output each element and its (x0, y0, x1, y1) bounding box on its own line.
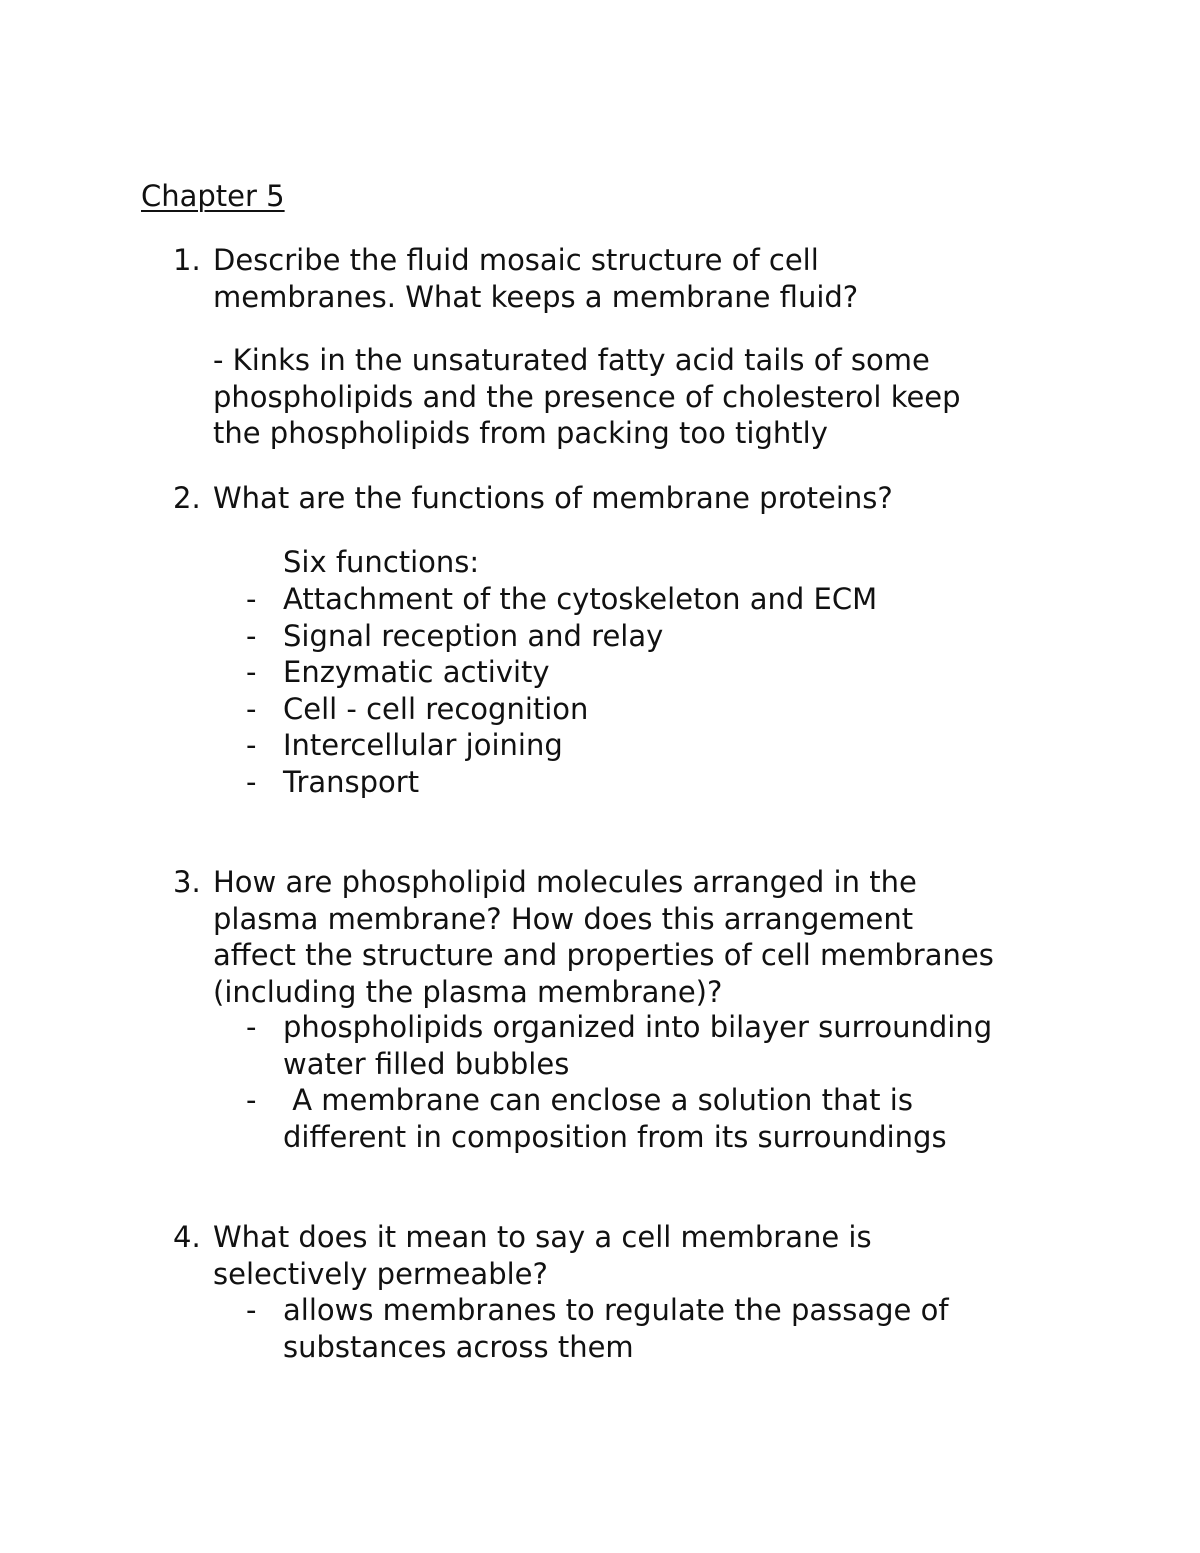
list-item-text (283, 1009, 992, 1082)
dash-marker: - (246, 1293, 257, 1327)
page-title: Chapter 5 (141, 179, 285, 213)
question-line: membranes. What keeps a membrane fluid? (213, 279, 859, 314)
list-item (0, 618, 1200, 655)
list-item-line: substances across them (283, 1329, 634, 1364)
answer-line: phospholipids and the presence of cholesterol keep (213, 379, 961, 414)
answer-1 (213, 342, 961, 452)
functions-intro: Six functions: (283, 545, 480, 579)
list-item-line: different in composition from its surroundings (283, 1119, 947, 1154)
list-item (0, 1292, 1200, 1365)
question-line: What does it mean to say a cell membrane is (213, 1220, 872, 1254)
list-item (0, 581, 1200, 618)
list-item-text: Transport (283, 764, 420, 799)
question-line: How are phospholipid molecules arranged in the (213, 865, 917, 899)
list-item (0, 654, 1200, 691)
question-line: plasma membrane? How does this arrangement (213, 901, 914, 936)
question-line: selectively permeable? (213, 1256, 548, 1291)
question-number: 3. (173, 865, 201, 899)
list-item (0, 1009, 1200, 1082)
list-item-line: A membrane can enclose a solution that is (283, 1083, 913, 1117)
question-text (213, 242, 1083, 315)
answer-3-list (0, 1009, 1200, 1155)
dash-marker: - (246, 618, 257, 653)
dash-marker: - (246, 691, 257, 726)
dash-marker: - (246, 655, 257, 689)
question-line: affect the structure and properties of cell membranes (213, 938, 994, 972)
question-text (213, 1219, 1083, 1292)
question-text (213, 480, 1083, 517)
list-item-text (283, 1082, 947, 1155)
list-item (0, 727, 1200, 764)
question-text (213, 864, 1083, 1010)
list-item-text: Intercellular joining (283, 728, 563, 762)
list-item-line: phospholipids organized into bilayer surrounding (283, 1010, 993, 1044)
list-item-text: Cell - cell recognition (283, 691, 589, 726)
list-item-text: Attachment of the cytoskeleton and ECM (283, 582, 878, 616)
list-item (0, 691, 1200, 728)
list-item-text (283, 1292, 949, 1365)
list-item-line: water filled bubbles (283, 1046, 570, 1081)
dash-marker: - (246, 582, 257, 616)
question-number: 4. (173, 1220, 201, 1254)
list-item-text: Signal reception and relay (283, 618, 664, 653)
question-line: What are the functions of membrane proteins? (213, 481, 893, 515)
answer-4-list (0, 1292, 1200, 1365)
question-number: 2. (173, 481, 201, 515)
dash-marker: - (246, 1010, 257, 1044)
question-number: 1. (173, 243, 201, 277)
dash-marker: - (246, 728, 257, 762)
functions-list (0, 581, 1200, 800)
answer-line: the phospholipids from packing too tightly (213, 416, 828, 450)
dash-marker: - (246, 764, 257, 799)
list-item-line: allows membranes to regulate the passage of (283, 1293, 949, 1327)
list-item (0, 764, 1200, 801)
dash-marker: - (246, 1083, 257, 1117)
question-line: Describe the fluid mosaic structure of cell (213, 243, 819, 277)
answer-line: - Kinks in the unsaturated fatty acid tails of some (213, 343, 930, 377)
list-item (0, 1082, 1200, 1155)
list-item-text: Enzymatic activity (283, 655, 550, 689)
question-line: (including the plasma membrane)? (213, 974, 723, 1009)
